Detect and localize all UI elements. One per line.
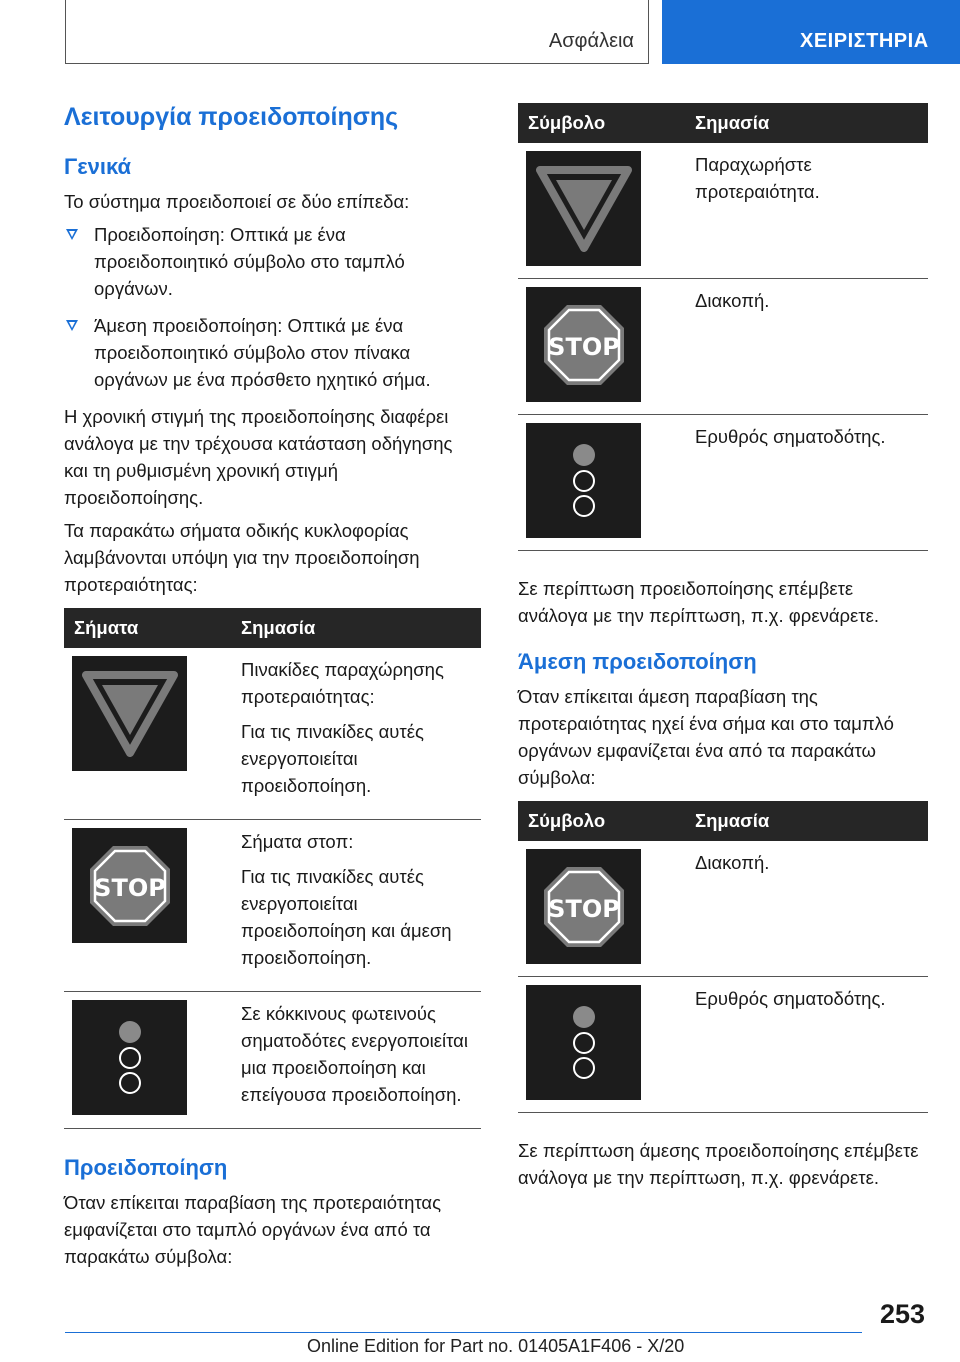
yield-sign-icon: [526, 151, 641, 266]
immediate-warning-heading: Άμεση προειδοποίηση: [518, 649, 757, 674]
table-cell-text: Ερυθρός σηματοδότης.: [695, 988, 886, 1009]
table-cell-text: Σήματα στοπ:: [241, 831, 354, 852]
stop-sign-icon: [526, 849, 641, 964]
bullet-triangle-icon: [66, 229, 78, 240]
signs-paragraph: Τα παρακάτω σήματα οδικής κυκλοφορίας λαμβάνονται υπόψη για την προειδοποίηση προτεραιότητας:: [64, 520, 420, 595]
warning-levels-list: [64, 221, 481, 393]
svg-text:STOP: STOP: [547, 332, 620, 361]
footer-edition-text: Online Edition for Part no. 01405A1F406 - X/20: [307, 1336, 685, 1356]
warning-action-text: Σε περίπτωση προειδοποίησης επέμβετε ανάλογα με την περίπτωση, π.χ. φρενάρετε.: [518, 578, 879, 626]
stop-sign-icon: [72, 828, 187, 943]
table-row: [64, 648, 481, 820]
list-item: Προειδοποίηση: Οπτικά με ένα προειδοποιητικό σύμβολο στο ταμπλό οργάνων.: [64, 221, 481, 302]
table-cell-text: Για τις πινακίδες αυτές ενεργοποιείται προειδοποίηση και άμεση προειδοποίηση.: [241, 866, 452, 968]
signs-table: [64, 608, 481, 1129]
immediate-table-header-meaning: Σημασία: [693, 801, 928, 841]
immediate-action-text: Σε περίπτωση άμεσης προειδοποίησης επέμβετε ανάλογα με την περίπτωση, π.χ. φρενάρετε.: [518, 1140, 919, 1188]
header-section-title: Ασφάλεια: [548, 30, 634, 52]
general-heading: Γενικά: [64, 154, 132, 179]
table-cell-text: Για τις πινακίδες αυτές ενεργοποιείται προειδοποίηση.: [241, 721, 424, 796]
footer-divider: [65, 1332, 862, 1333]
header-chapter-tab[interactable]: ΧΕΙΡΙΣΤΗΡΙΑ: [662, 0, 960, 64]
symbols-table-header-symbol: Σύμβολο: [518, 103, 693, 143]
table-cell-text: Σε κόκκινους φωτεινούς σηματοδότες ενεργοποιείται μια προειδοποίηση και επείγουσα προειδοποίηση.: [241, 1003, 468, 1105]
immediate-table-header-symbol: Σύμβολο: [518, 801, 693, 841]
warning-text: Όταν επίκειται παραβίαση της προτεραιότητας εμφανίζεται στο ταμπλό οργάνων ένα από τα παρακάτω σύμβολα:: [64, 1192, 442, 1267]
table-cell-text: Ερυθρός σηματοδότης.: [695, 426, 886, 447]
table-row: [64, 820, 481, 992]
table-row: [518, 143, 928, 279]
table-row: [518, 977, 928, 1113]
right-column: [518, 103, 928, 1197]
table-row: [518, 415, 928, 551]
page-number: 253: [880, 1299, 926, 1329]
traffic-light-icon: [72, 1000, 187, 1115]
timing-paragraph: Η χρονική στιγμή της προειδοποίησης διαφέρει ανάλογα με την τρέχουσα κατάσταση οδήγησης και τη ρυθμισμένη χρονική στιγμή προειδοποίησης.: [64, 406, 453, 508]
header-section-box: [65, 0, 649, 64]
left-column: [64, 100, 481, 1276]
signs-table-header-meaning: Σημασία: [239, 608, 481, 648]
immediate-warning-text: Όταν επίκειται άμεση παραβίαση της προτεραιότητας ηχεί ένα σήμα και στο ταμπλό οργάνων εμφανίζεται ένα από τα παρακάτω σύμβολα:: [518, 686, 894, 788]
yield-sign-icon: [72, 656, 187, 771]
table-cell-text: Διακοπή.: [695, 852, 770, 873]
traffic-light-icon: [526, 423, 641, 538]
svg-text:STOP: STOP: [547, 894, 620, 923]
traffic-light-icon: [526, 985, 641, 1100]
warning-symbols-table: [518, 103, 928, 551]
table-cell-text: Διακοπή.: [695, 290, 770, 311]
immediate-symbols-table: [518, 801, 928, 1113]
table-cell-text: Πινακίδες παραχώρησης προτεραιότητας:: [241, 659, 444, 707]
table-row: [518, 841, 928, 977]
bullet-triangle-icon: [66, 320, 78, 331]
svg-text:STOP: STOP: [93, 873, 166, 902]
general-intro: Το σύστημα προειδοποιεί σε δύο επίπεδα:: [64, 191, 410, 212]
symbols-table-header-meaning: Σημασία: [693, 103, 928, 143]
page-title: Λειτουργία προειδοποίησης: [64, 103, 399, 131]
signs-table-header-signs: Σήματα: [64, 608, 239, 648]
table-row: [518, 279, 928, 415]
list-item: Άμεση προειδοποίηση: Οπτικά με ένα προειδοποιητικό σύμβολο στον πίνακα οργάνων με ένα πρόσθετο ηχητικό σήμα.: [64, 312, 481, 393]
warning-heading: Προειδοποίηση: [64, 1155, 228, 1180]
table-cell-text: Παραχωρήστε προτεραιότητα.: [695, 154, 820, 202]
table-row: [64, 992, 481, 1129]
stop-sign-icon: [526, 287, 641, 402]
